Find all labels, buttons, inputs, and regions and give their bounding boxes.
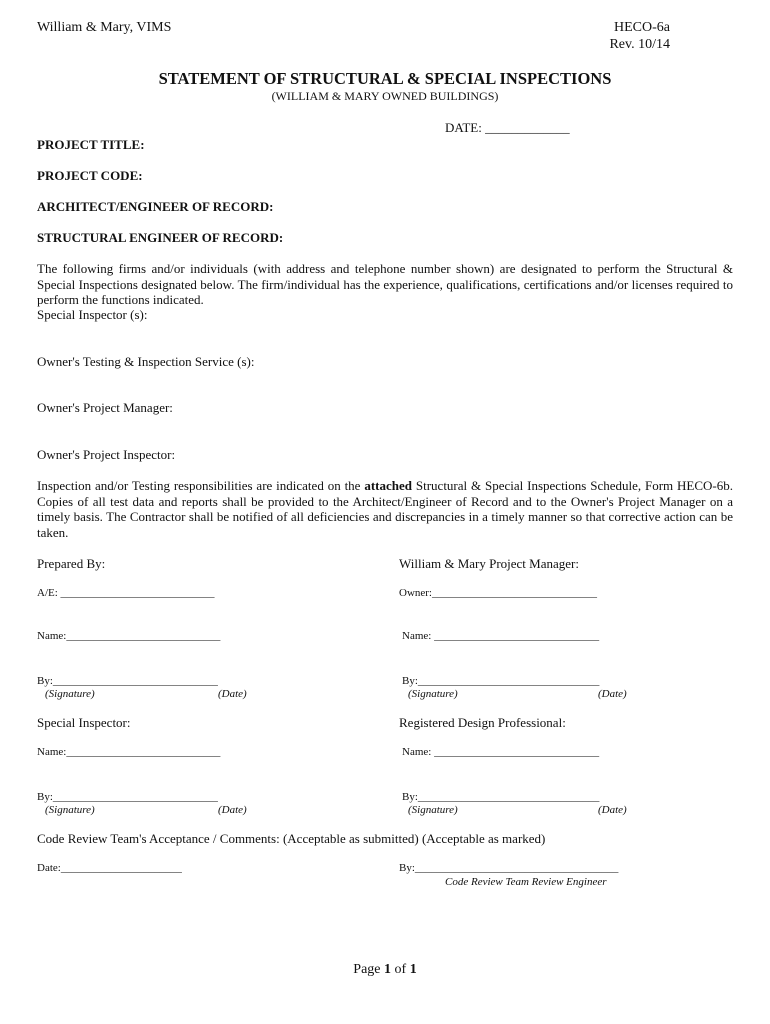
page-current: 1: [384, 962, 392, 977]
intro-paragraph: The following firms and/or individuals (with address and telephone number shown) are designated to perform the Structural & Special Inspections designated below. The firm/individual has the experience, qualifications, certifications and/or licenses required to perform the functions indicated.: [37, 261, 733, 308]
form-code: HECO-6a: [614, 20, 670, 35]
name-field-right-2[interactable]: Name: ______________________________: [402, 746, 600, 758]
by-field-right-1[interactable]: By:_________________________________: [402, 675, 600, 687]
prepared-by-label: Prepared By:: [37, 556, 106, 571]
owner-signature-line[interactable]: Owner:______________________________: [399, 587, 597, 599]
page-subtitle: (WILLIAM & MARY OWNED BUILDINGS): [271, 89, 499, 103]
code-review-label: Code Review Team's Acceptance / Comments: (Acceptable as submitted) (Acceptable as marked): [37, 831, 546, 846]
design-professional-label: Registered Design Professional:: [399, 715, 566, 730]
by-field-right-2[interactable]: By:_________________________________: [402, 791, 600, 803]
name-field-left-2[interactable]: Name:____________________________: [37, 746, 221, 758]
attached-emphasis: attached: [364, 478, 412, 493]
review-by-field[interactable]: By:_____________________________________: [399, 862, 619, 874]
date-field[interactable]: DATE: _____________: [445, 120, 570, 135]
review-date-field[interactable]: Date:______________________: [37, 862, 182, 874]
header-org: William & Mary, VIMS: [37, 20, 172, 35]
responsibility-text-start: Inspection and/or Testing responsibilities are indicated on the: [37, 478, 365, 493]
special-inspector-label: Special Inspector (s):: [37, 307, 148, 322]
review-engineer-caption: Code Review Team Review Engineer: [445, 876, 607, 888]
name-field-right-1[interactable]: Name: ______________________________: [402, 630, 600, 642]
page-number: [0, 962, 770, 978]
page-of-word: of: [391, 962, 410, 977]
project-inspector-label: Owner's Project Inspector:: [37, 447, 176, 462]
date-caption: (Date): [218, 804, 247, 816]
page-total: 1: [409, 962, 417, 977]
architect-engineer-label: ARCHITECT/ENGINEER OF RECORD:: [37, 199, 274, 214]
responsibility-text-end: Structural & Special Inspections Schedule, Form HECO-6b. Copies of all test data and reports shall be provided to the Architect/Engineer of Record and to the Owner's Project Manager on a timely basis. The Contractor shall be notified of all deficiencies and discrepancies in a timely manner so that corrective action can be taken.: [37, 478, 734, 541]
project-manager-label: Owner's Project Manager:: [37, 400, 173, 415]
date-caption: (Date): [218, 688, 247, 700]
signature-caption: (Signature): [408, 804, 458, 816]
project-title-label: PROJECT TITLE:: [37, 137, 145, 152]
ae-signature-line[interactable]: A/E: ____________________________: [37, 587, 215, 599]
responsibility-paragraph: [37, 478, 733, 541]
structural-engineer-label: STRUCTURAL ENGINEER OF RECORD:: [37, 230, 284, 245]
by-field-left-2[interactable]: By:______________________________: [37, 791, 218, 803]
signature-caption: (Signature): [45, 804, 95, 816]
page-title: STATEMENT OF STRUCTURAL & SPECIAL INSPECTIONS: [158, 69, 612, 88]
page-word: Page: [353, 962, 385, 977]
date-caption: (Date): [598, 804, 627, 816]
by-field-left-1[interactable]: By:______________________________: [37, 675, 218, 687]
wm-project-manager-label: William & Mary Project Manager:: [399, 556, 579, 571]
signature-caption: (Signature): [408, 688, 458, 700]
name-field-left-1[interactable]: Name:____________________________: [37, 630, 221, 642]
date-caption: (Date): [598, 688, 627, 700]
special-inspector-sign-label: Special Inspector:: [37, 715, 131, 730]
testing-service-label: Owner's Testing & Inspection Service (s):: [37, 354, 255, 369]
signature-caption: (Signature): [45, 688, 95, 700]
form-revision: Rev. 10/14: [609, 37, 670, 52]
project-code-label: PROJECT CODE:: [37, 168, 143, 183]
